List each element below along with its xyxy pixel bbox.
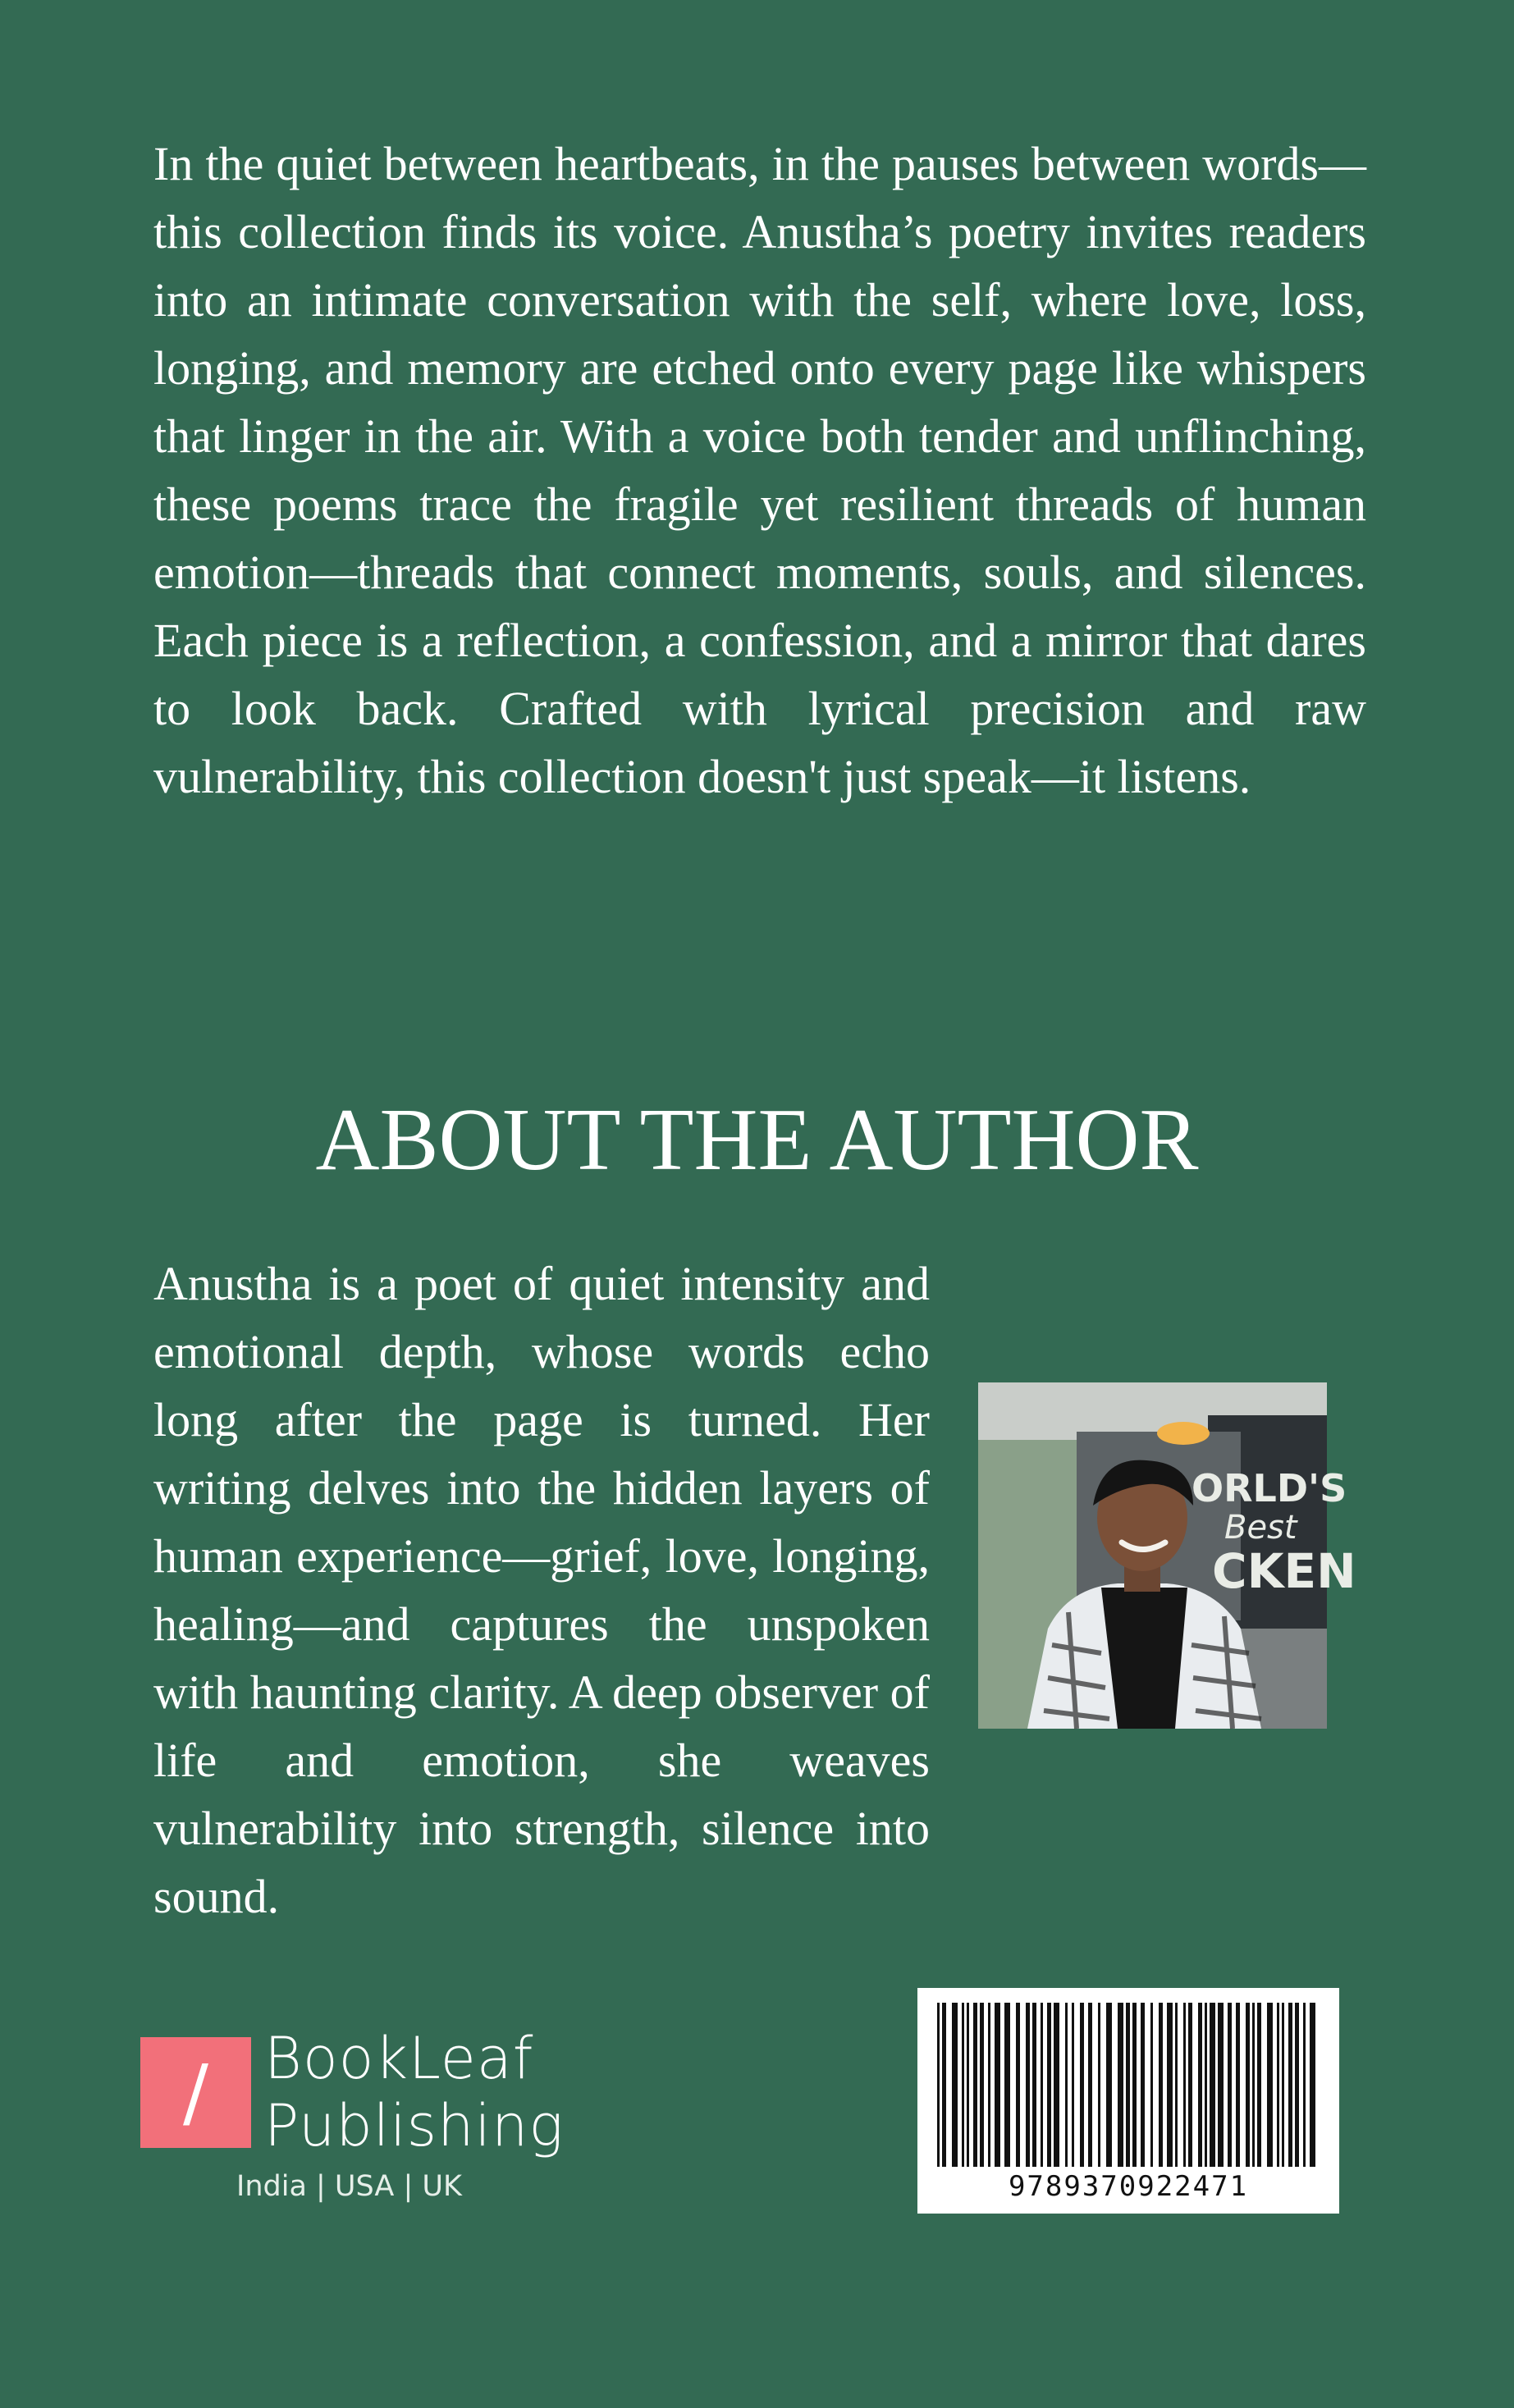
barcode-bar <box>1072 2003 1074 2167</box>
barcode-bar <box>1175 2003 1178 2167</box>
barcode-bar <box>995 2003 1000 2167</box>
bookleaf-logo-icon <box>140 2037 251 2148</box>
barcode-bar <box>1016 2003 1020 2167</box>
barcode-bar <box>1026 2003 1030 2167</box>
barcode-bars <box>934 2003 1323 2167</box>
barcode-bar <box>1126 2003 1130 2167</box>
barcode-bar <box>1236 2003 1240 2167</box>
author-photo <box>978 1382 1356 1729</box>
barcode-bar <box>1288 2003 1292 2167</box>
barcode-bar <box>1183 2003 1186 2167</box>
barcode-bar <box>1310 2003 1315 2167</box>
barcode-bar <box>1106 2003 1112 2167</box>
barcode-bar <box>1132 2003 1137 2167</box>
barcode-bar <box>980 2003 984 2167</box>
barcode-bar <box>962 2003 964 2167</box>
barcode-bar <box>1167 2003 1173 2167</box>
barcode-bar <box>1303 2003 1306 2167</box>
barcode-bar <box>1210 2003 1215 2167</box>
barcode-bar <box>1257 2003 1261 2167</box>
barcode-bar <box>1080 2003 1084 2167</box>
barcode-bar <box>1267 2003 1273 2167</box>
barcode-bar <box>1246 2003 1250 2167</box>
barcode-bar <box>1228 2003 1232 2167</box>
barcode-bar <box>1252 2003 1255 2167</box>
sign-text-3: CKEN <box>1212 1543 1356 1599</box>
barcode-bar <box>967 2003 969 2167</box>
sign-text-1: ORLD'S <box>1192 1466 1347 1510</box>
barcode-bar <box>1282 2003 1284 2167</box>
barcode-bar <box>937 2003 940 2167</box>
publisher-name-line1: BookLeaf <box>264 2025 534 2092</box>
barcode-bar <box>973 2003 977 2167</box>
publisher-regions: India | USA | UK <box>236 2170 462 2203</box>
book-blurb: In the quiet between heartbeats, in the pauses between words—this collection finds its voice. Anustha’s poetry invites readers into an intimate conversation with the self, where love, loss, longing, and memory are etched onto every page like whispers that linger in the air. With a voice both tender and unflinching, these poems trace the fragile yet resilient threads of human emotion—threads that connect moments, souls, and silences. Each piece is a reflection, a confession, and a mirror that dares to look back. Crafted with lyrical precision and raw vulnerability, this collection doesn't just speak—it listens. <box>153 137 1366 803</box>
author-bio: Anustha is a poet of quiet intensity and emotional depth, whose words echo long after the page is turned. Her writing delves into the hidden layers of human experience—grief, love, longing, healing—and captures the unspoken with haunting clarity. A deep observer of life and emotion, she weaves vulnerability into strength, silence into sound. <box>153 1257 930 1923</box>
barcode-bar <box>1054 2003 1059 2167</box>
barcode-bar <box>988 2003 990 2167</box>
isbn-barcode <box>917 1988 1339 2214</box>
barcode-bar <box>1047 2003 1051 2167</box>
barcode-bar <box>1004 2003 1010 2167</box>
barcode-bar <box>1141 2003 1145 2167</box>
barcode-bar <box>942 2003 946 2167</box>
barcode-bar <box>1159 2003 1163 2167</box>
barcode-bar <box>1041 2003 1043 2167</box>
publisher-name <box>264 2025 564 2159</box>
sign-text-2: Best <box>1224 1509 1297 1547</box>
barcode-bar <box>1277 2003 1279 2167</box>
barcode-bar <box>1088 2003 1092 2167</box>
barcode-bar <box>1218 2003 1224 2167</box>
barcode-bar <box>952 2003 958 2167</box>
logo-slash-glyph: / <box>183 2049 208 2136</box>
barcode-bar <box>1065 2003 1068 2167</box>
isbn-number: 9789370922471 <box>1008 2170 1249 2203</box>
publisher-name-line2: Publishing <box>264 2092 565 2159</box>
about-the-author-heading: ABOUT THE AUTHOR <box>315 1091 1199 1189</box>
barcode-bar <box>1098 2003 1100 2167</box>
barcode-bar <box>1205 2003 1207 2167</box>
barcode-bar <box>1295 2003 1299 2167</box>
barcode-bar <box>1118 2003 1123 2167</box>
barcode-bar <box>1188 2003 1192 2167</box>
barcode-bar <box>1032 2003 1036 2167</box>
barcode-bar <box>1198 2003 1202 2167</box>
barcode-bar <box>1150 2003 1153 2167</box>
